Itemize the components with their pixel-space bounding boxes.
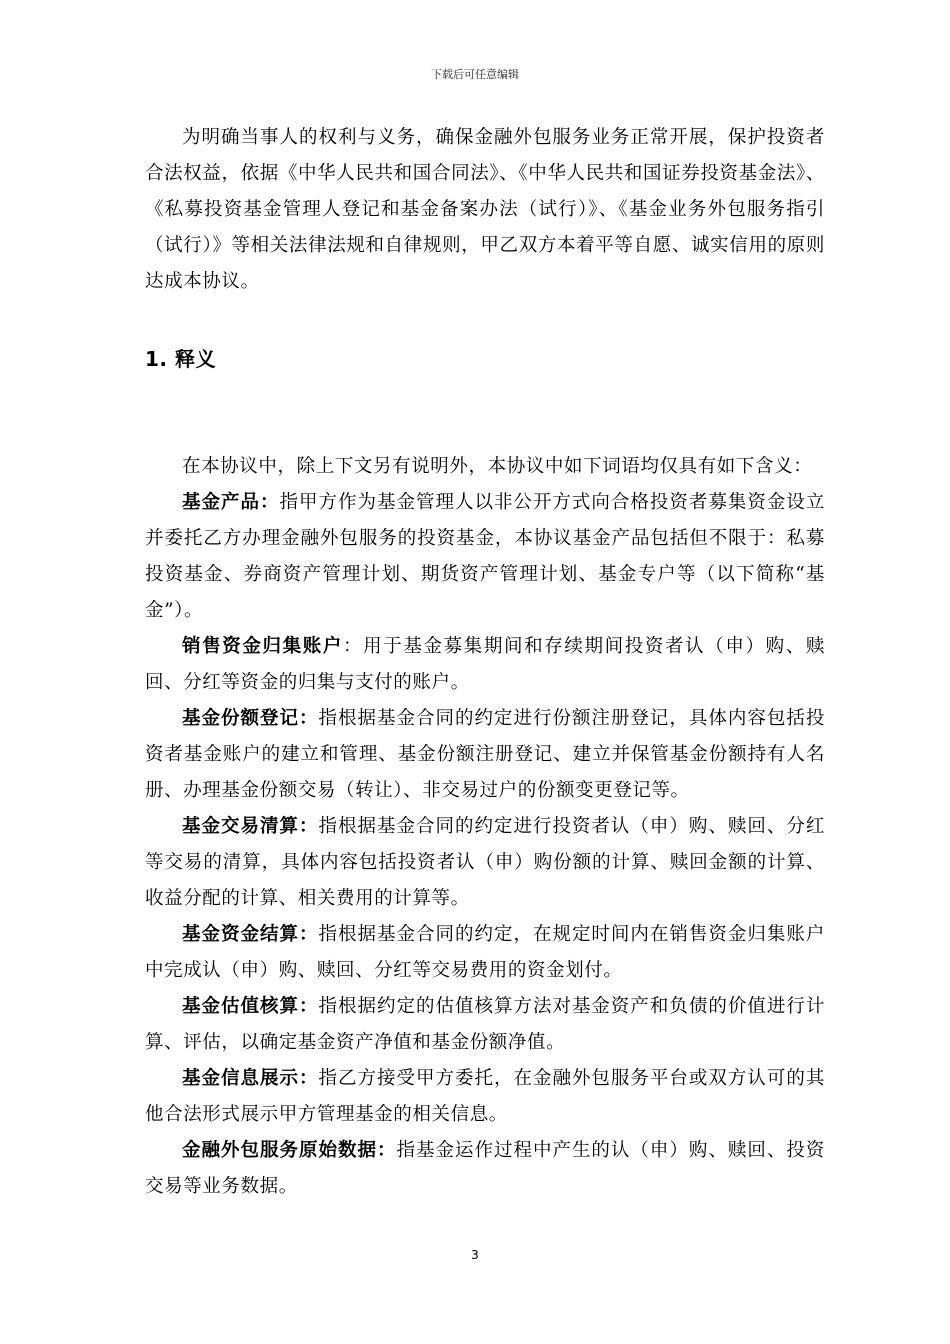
page-header: 下载后可任意编辑 <box>431 68 519 81</box>
definition-item <box>145 485 825 629</box>
page-number: 3 <box>471 1248 479 1262</box>
definition-text: 指乙方接受甲方委托，在金融外包服务平台或双方认可的其他合法形式展示甲方管理基金的相关信息。 <box>145 1068 825 1125</box>
definition-item <box>145 809 825 917</box>
definitions-list <box>145 449 825 1205</box>
section-heading: 1. 释义 <box>145 347 216 371</box>
definition-item <box>145 1061 825 1133</box>
definition-text: 指甲方作为基金管理人以非公开方式向合格投资者募集资金设立并委托乙方办理金融外包服务的投资基金，本协议基金产品包括但不限于：私募投资基金、券商资产管理计划、期货资产管理计划、基金专户等（以下简称“基金”）。 <box>145 492 825 621</box>
definition-term: 基金资金结算： <box>182 924 319 945</box>
definition-text: 指基金运作过程中产生的认（申）购、赎回、投资交易等业务数据。 <box>145 1140 825 1197</box>
definition-item <box>145 701 825 809</box>
definition-term: 基金产品： <box>182 492 280 513</box>
definitions-lead: 在本协议中，除上下文另有说明外，本协议中如下词语均仅具有如下含义： <box>182 456 813 477</box>
definition-term: 基金估值核算： <box>182 996 319 1017</box>
definition-text: ：用于基金募集期间和存续期间投资者认（申）购、赎回、分红等资金的归集与支付的账户。 <box>145 636 825 693</box>
definition-text: 指根据基金合同的约定，在规定时间内在销售资金归集账户中完成认（申）购、赎回、分红等交易费用的资金划付。 <box>145 924 825 981</box>
definition-item <box>145 1133 825 1205</box>
definition-term: 金融外包服务原始数据： <box>182 1140 397 1161</box>
definition-item <box>145 629 825 701</box>
definition-term: 基金份额登记： <box>182 708 319 729</box>
definition-term: 销售资金归集账户 <box>182 636 344 657</box>
definition-text: 指根据约定的估值核算方法对基金资产和负债的价值进行计算、评估，以确定基金资产净值和基金份额净值。 <box>145 996 825 1053</box>
definition-item <box>145 917 825 989</box>
definition-text: 指根据基金合同的约定进行投资者认（申）购、赎回、分红等交易的清算，具体内容包括投资者认（申）购份额的计算、赎回金额的计算、收益分配的计算、相关费用的计算等。 <box>145 816 825 909</box>
definition-term: 基金交易清算： <box>182 816 319 837</box>
definition-term: 基金信息展示： <box>182 1068 319 1089</box>
definition-item <box>145 989 825 1061</box>
intro-paragraph: 为明确当事人的权利与义务，确保金融外包服务业务正常开展，保护投资者合法权益，依据《中华人民共和国合同法》、《中华人民共和国证券投资基金法》、《私募投资基金管理人登记和基金备案办法（试行）》、《基金业务外包服务指引（试行）》等相关法律法规和自律规则，甲乙双方本着平等自愿、诚实信用的原则达成本协议。 <box>145 127 825 292</box>
definition-text: 指根据基金合同的约定进行份额注册登记，具体内容包括投资者基金账户的建立和管理、基金份额注册登记、建立并保管基金份额持有人名册、办理基金份额交易（转让）、非交易过户的份额变更登记等。 <box>145 708 825 801</box>
